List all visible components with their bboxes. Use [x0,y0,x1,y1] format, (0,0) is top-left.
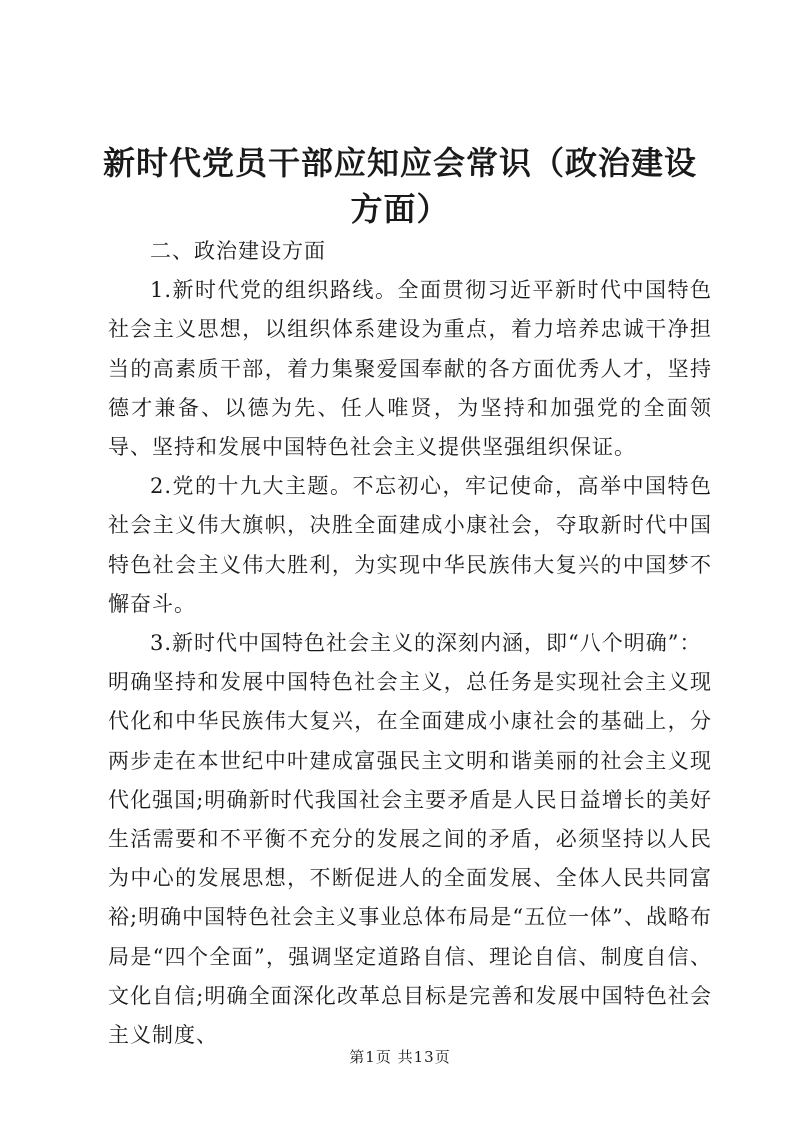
paragraph-2: 2.党的十九大主题。不忘初心，牢记使命，高举中国特色社会主义伟大旗帜，决胜全面建成小康社会，夺取新时代中国特色社会主义伟大胜利，为实现中华民族伟大复兴的中国梦不懈奋斗。 [108,474,712,616]
paragraph-1: 1.新时代党的组织路线。全面贯彻习近平新时代中国特色社会主义思想，以组织体系建设为重点，着力培养忠诚干净担当的高素质干部，着力集聚爱国奉献的各方面优秀人才，坚持德才兼备、以德为先、任人唯贤，为坚持和加强党的全面领导、坚持和发展中国特色社会主义提供坚强组织保证。 [108,278,712,460]
document-title: 新时代党员干部应知应会常识（政治建设方面） [102,144,697,228]
paragraph-3-heading: 3.新时代中国特色社会主义的深刻内涵，即“八个明确”： [150,631,702,656]
paragraph-3-body: 明确坚持和发展中国特色社会主义，总任务是实现社会主义现代化和中华民族伟大复兴，在全面建成小康社会的基础上，分两步走在本世纪中叶建成富强民主文明和谐美丽的社会主义现代化强国;明确新时代我国社会主要矛盾是人民日益增长的美好生活需要和不平衡不充分的发展之间的矛盾，必须坚持以人民为中心的发展思想，不断促进人的全面发展、全体人民共同富裕;明确中国特色社会主义事业总体布局是“五位一体”、战略布局是“四个全面”，强调坚定道路自信、理论自信、制度自信、文化自信;明确全面深化改革总目标是完善和发展中国特色社会主义制度、 [108,670,712,1048]
document-body [108,232,712,1055]
page-number-footer: 第1页 共13页 [349,1048,451,1066]
section-heading: 二、政治建设方面 [150,239,326,263]
